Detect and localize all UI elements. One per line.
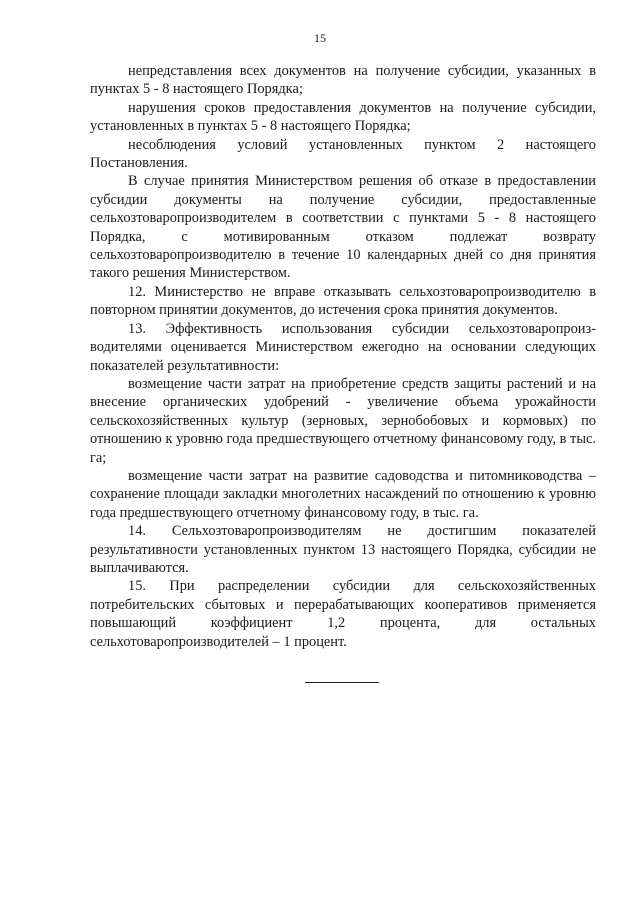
paragraph-documents-return: В случае принятия Министерством решения об отказе в предоставлении субсидии документы на получение субсидии, предоставленные сельхозтоваропроизводителем в соответствии с пунктами 5 - 8 настоящего Порядка, с мотивированным отказом подлежат возврату сельхозтоваропроизводителю в течение 10 календарных дней со дня принятия такого решения Министерством. — [90, 173, 596, 282]
paragraph-indicator-plant-protection: возмещение части затрат на приобретение средств защиты растений и на внесение органических удобрений - увеличение объема урожайности сельскохозяйственных культур (зерновых, зернобобовых и кормовых) по отношению к уровню года предшествующего отчетному финансовому году, в тыс. га; — [90, 375, 596, 466]
paragraph-refusal-reason-missing-documents: непредставления всех документов на получение субсидии, указанных в пунктах 5 - 8 настоящего Порядка; — [90, 63, 596, 98]
paragraph-clause-13: 13. Эффективность использования субсидии сельхозтоваропроиз-водителями оценивается Министерством ежегодно на основании следующих показателей результативности: — [90, 320, 596, 374]
paragraph-clause-14: 14. Сельхозтоваропроизводителям не достигшим показателей результативности установленных пунктом 13 настоящего Порядка, субсидии не выплачиваются. — [90, 523, 596, 576]
paragraph-clause-12: 12. Министерство не вправе отказывать сельхозтоваропроизводителю в повторном принятии документов, до истечения срока принятия документов. — [90, 283, 596, 319]
document-body — [90, 62, 596, 651]
paragraph-clause-15: 15. При распределении субсидии для сельскохозяйственных потребительских сбытовых и перерабатывающих кооперативов применяется повышающий коэффициент 1,2 процента, для остальных сельхотоваропроизводителей – 1 процент. — [90, 578, 596, 650]
end-of-document-rule — [305, 682, 379, 683]
paragraph-refusal-reason-deadline-violation: нарушения сроков предоставления документов на получение субсидии, установленных в пунктах 5 - 8 настоящего Порядка; — [90, 99, 596, 135]
paragraph-refusal-reason-conditions: несоблюдения условий установленных пунктом 2 настоящего Постановления. — [90, 136, 596, 172]
page-number: 15 — [314, 31, 326, 45]
paragraph-indicator-horticulture: возмещение части затрат на развитие садоводства и питомниководства – сохранение площади закладки многолетних насаждений по отношению к уровню года предшествующего отчетному финансовому году, в тыс. га. — [90, 467, 596, 521]
